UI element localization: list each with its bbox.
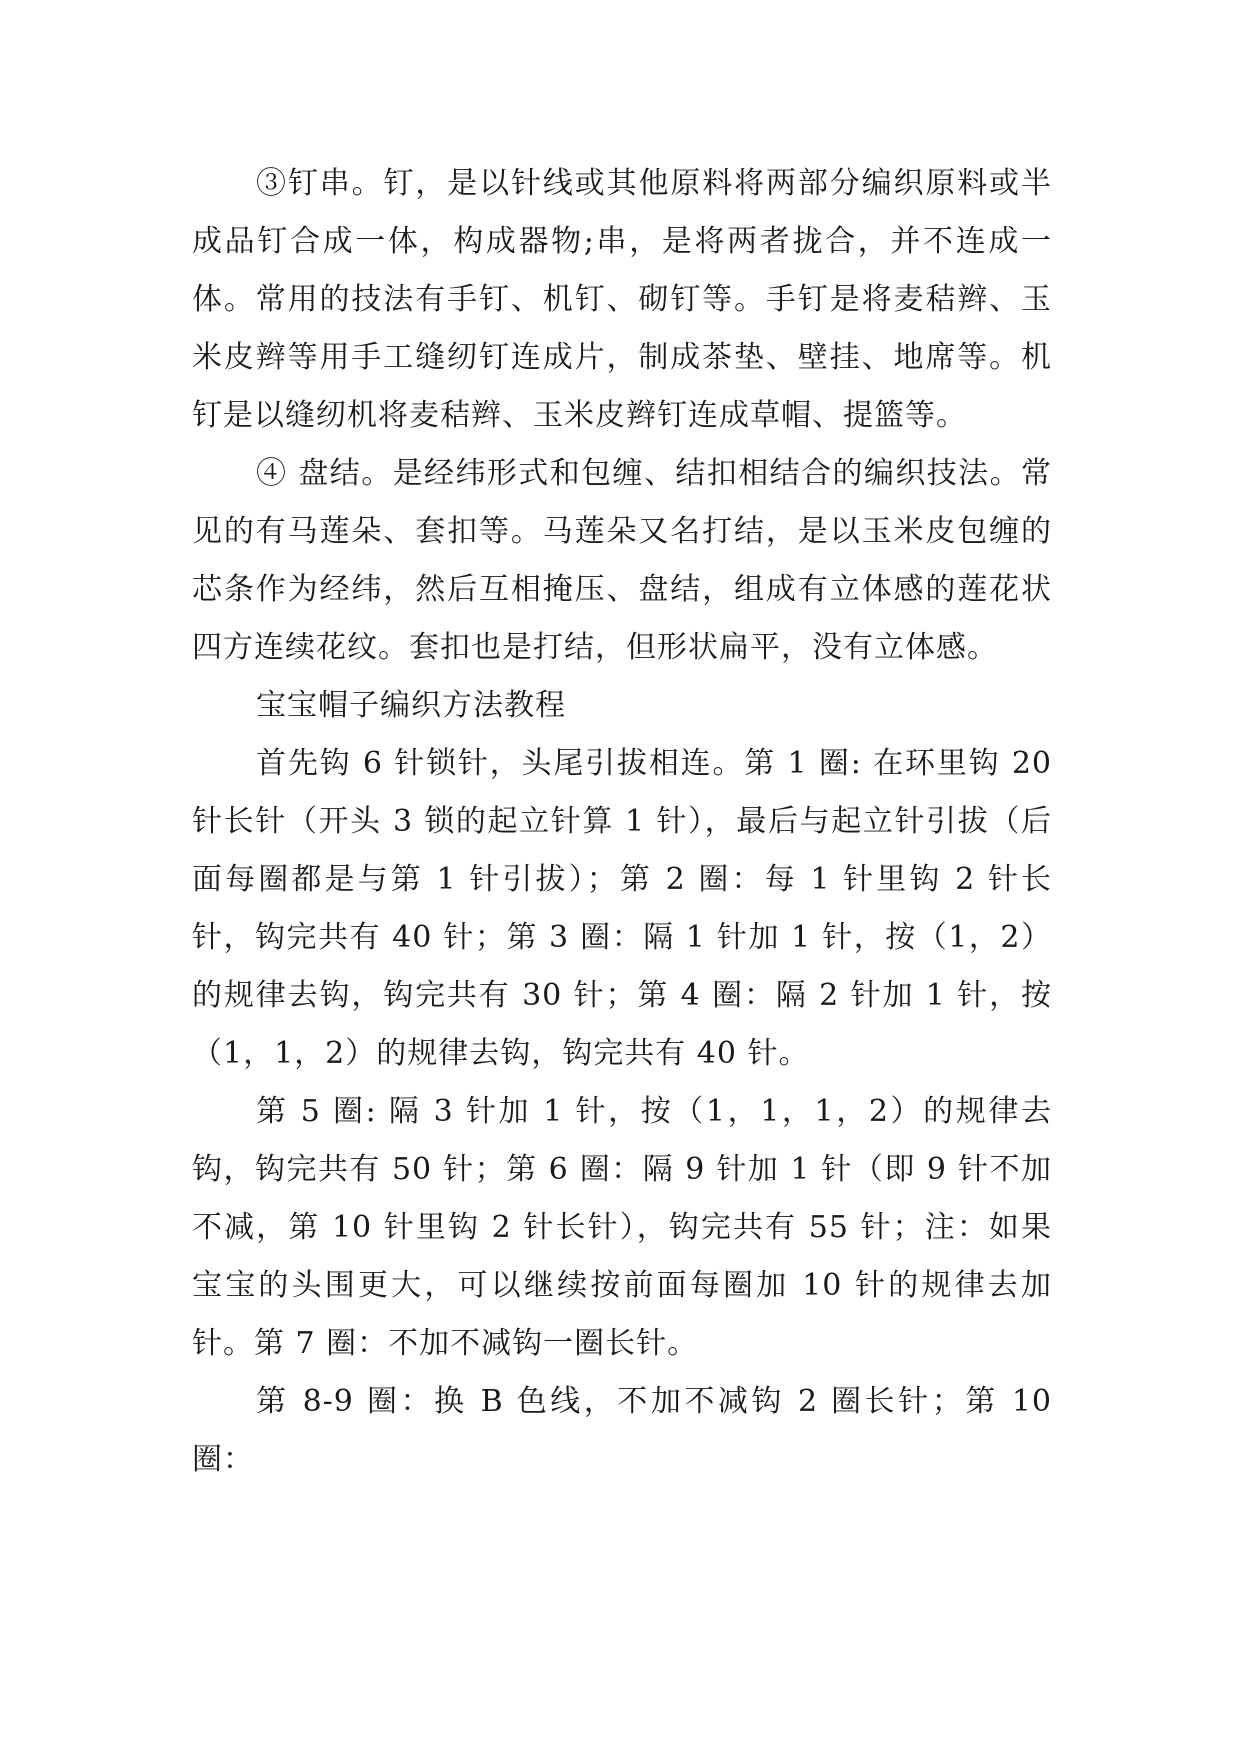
section-title: 宝宝帽子编织方法教程	[256, 688, 566, 723]
paragraph-nailing-stringing: ③钉串。钉，是以针线或其他原料将两部分编织原料或半成品钉合成一体，构成器物;串，是将两者拢合，并不连成一体。常用的技法有手钉、机钉、砌钉等。手钉是将麦秸辫、玉米皮辫等用手工缝纫钉连成片，制成茶垫、壁挂、地席等。机钉是以缝纫机将麦秸辫、玉米皮辫钉连成草帽、提篮等。	[192, 166, 1052, 433]
paragraph-rounds-8-10: 第 8-9 圈：换 B 色线，不加不减钩 2 圈长针；第 10 圈：	[192, 1384, 1052, 1477]
paragraph-rounds-5-7: 第 5 圈: 隔 3 针加 1 针，按（1，1，1，2）的规律去钩，钩完共有 50 针；第 6 圈：隔 9 针加 1 针（即 9 针不加不减，第 10 针里钩 2 针长针），钩完共有 55 针；注：如果宝宝的头围更大，可以继续按前面每圈加 10 针的规律去加针。第 7 圈：不加不减钩一圈长针。	[192, 1094, 1052, 1361]
paragraph-rounds-1-4: 首先钩 6 针锁针，头尾引拔相连。第 1 圈: 在环里钩 20 针长针（开头 3 锁的起立针算 1 针），最后与起立针引拔（后面每圈都是与第 1 针引拔）；第 2 圈：每 1 针里钩 2 针长针，钩完共有 40 针；第 3 圈：隔 1 针加 1 针，按（1，2）的规律去钩，钩完共有 30 针；第 4 圈：隔 2 针加 1 针，按（1，1，2）的规律去钩，钩完共有 40 针。	[192, 746, 1052, 1071]
paragraph-coiling-knotting: ④ 盘结。是经纬形式和包缠、结扣相结合的编织技法。常见的有马莲朵、套扣等。马莲朵又名打结，是以玉米皮包缠的芯条作为经纬，然后互相掩压、盘结，组成有立体感的莲花状四方连续花纹。套扣也是打结，但形状扁平，没有立体感。	[192, 456, 1052, 665]
document-body	[192, 155, 1052, 1489]
